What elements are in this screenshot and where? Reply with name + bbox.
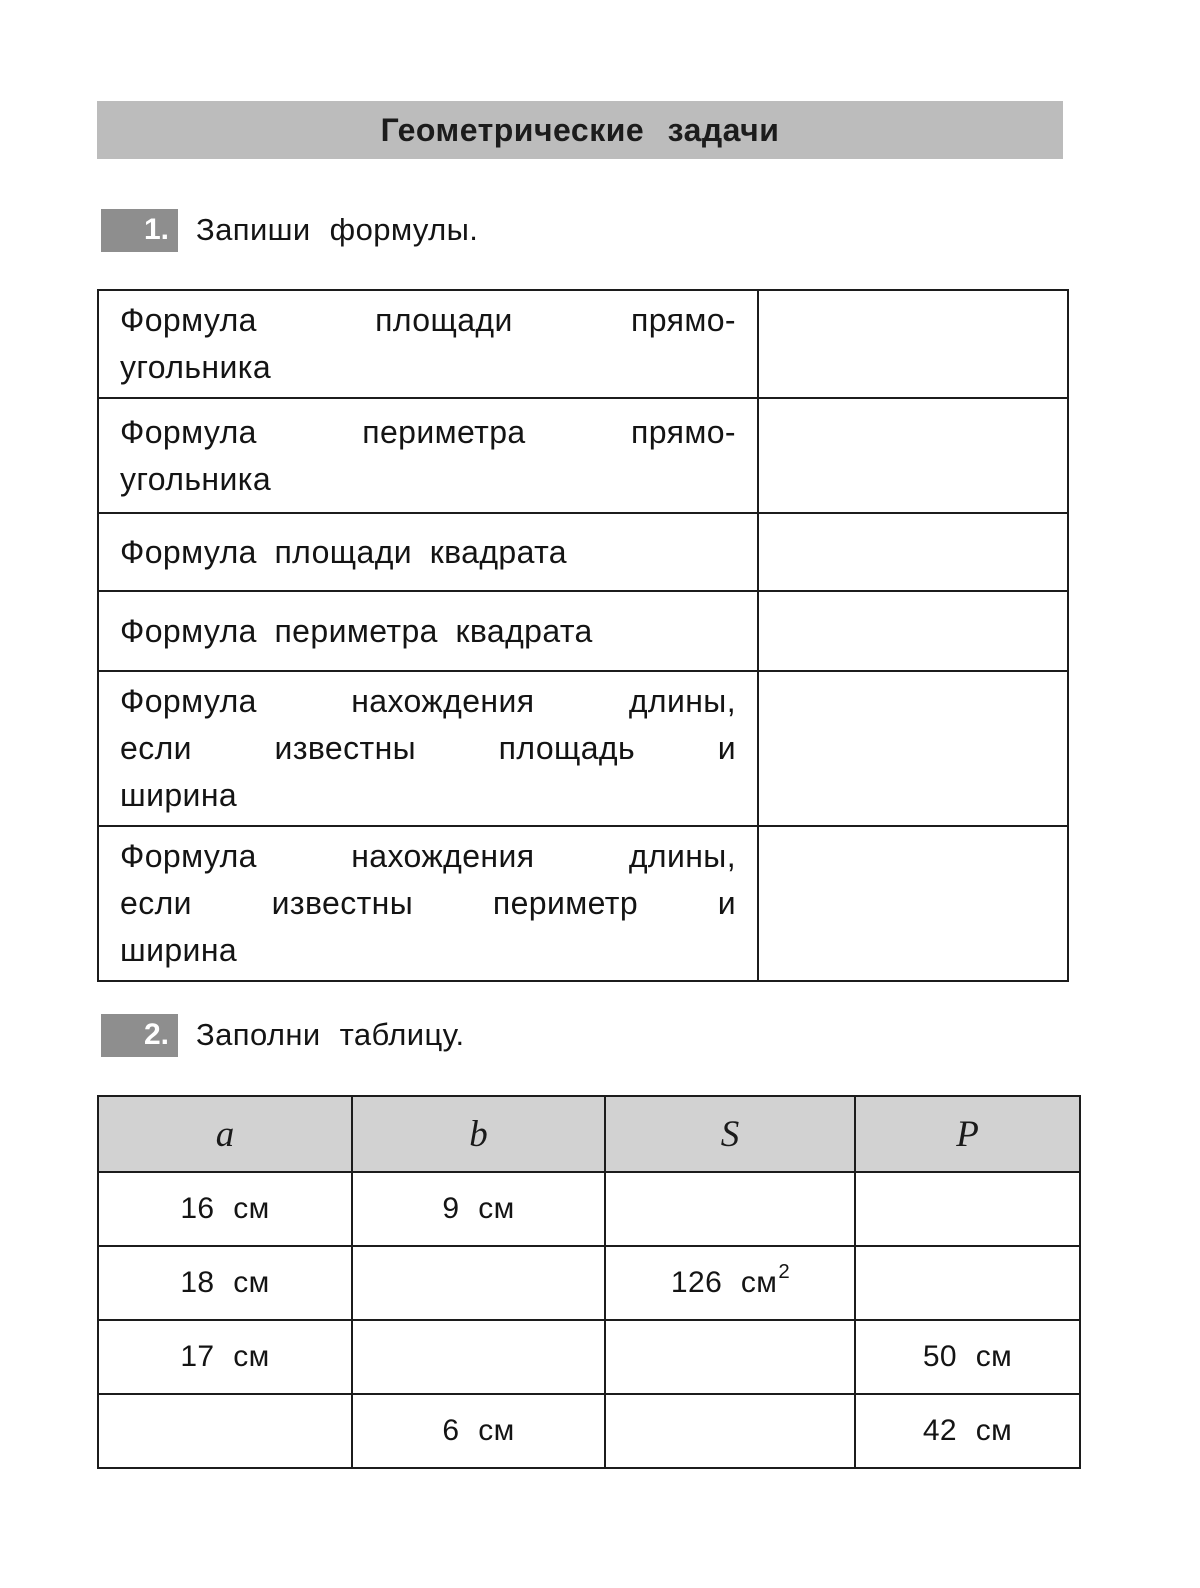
col-header-s: S	[605, 1096, 855, 1172]
cell-p: 50 см	[855, 1320, 1080, 1394]
cell-a: 16 см	[98, 1172, 352, 1246]
formula-description-text: Формула площади прямо- угольника	[120, 302, 736, 385]
answer-cell[interactable]	[758, 398, 1068, 513]
formula-description-cell	[98, 290, 758, 398]
cell-s[interactable]	[605, 1394, 855, 1468]
cell-s[interactable]	[605, 1320, 855, 1394]
formula-description-cell	[98, 671, 758, 826]
task-2-header	[97, 1011, 464, 1059]
formula-description-text: Формула нахождения длины, если известны периметр и ширина	[120, 838, 736, 968]
cell-s[interactable]	[605, 1172, 855, 1246]
values-table-row	[98, 1172, 1080, 1246]
col-header-a: a	[98, 1096, 352, 1172]
cell-p: 42 см	[855, 1394, 1080, 1468]
cell-b: 9 см	[352, 1172, 605, 1246]
cell-s	[605, 1246, 855, 1320]
answer-cell[interactable]	[758, 826, 1068, 981]
values-table-header-row	[98, 1096, 1080, 1172]
task-2-instruction: Заполни таблицу.	[196, 1017, 465, 1052]
formula-description-cell	[98, 398, 758, 513]
formulas-table-row	[98, 513, 1068, 591]
col-header-b: b	[352, 1096, 605, 1172]
col-header-p: P	[855, 1096, 1080, 1172]
answer-cell[interactable]	[758, 591, 1068, 671]
cell-b[interactable]	[352, 1320, 605, 1394]
formulas-table-row	[98, 398, 1068, 513]
task-2-number-badge: 2.	[101, 1014, 178, 1057]
cell-s-superscript: 2	[778, 1260, 791, 1283]
formulas-table-row	[98, 591, 1068, 671]
formula-description-text: Формула периметра прямо- угольника	[120, 413, 736, 497]
cell-b: 6 см	[352, 1394, 605, 1468]
values-table-row	[98, 1394, 1080, 1468]
formulas-table-row	[98, 290, 1068, 398]
formula-description-text: Формула периметра квадрата	[120, 612, 593, 649]
cell-p[interactable]	[855, 1246, 1080, 1320]
formulas-table-row	[98, 671, 1068, 826]
cell-p[interactable]	[855, 1172, 1080, 1246]
cell-a: 17 см	[98, 1320, 352, 1394]
formulas-table-row	[98, 826, 1068, 981]
formula-description-text: Формула нахождения длины, если известны площадь и ширина	[120, 683, 736, 813]
formula-description-text: Формула площади квадрата	[120, 533, 567, 570]
answer-cell[interactable]	[758, 290, 1068, 398]
formulas-table	[97, 289, 1069, 982]
section-title-bar	[97, 101, 1063, 159]
task-1-number-badge: 1.	[101, 209, 178, 252]
section-title: Геометрические задачи	[380, 111, 780, 148]
cell-s-value: 126 см	[670, 1266, 778, 1299]
cell-a[interactable]	[98, 1394, 352, 1468]
values-table-row	[98, 1320, 1080, 1394]
cell-a: 18 см	[98, 1246, 352, 1320]
cell-b[interactable]	[352, 1246, 605, 1320]
task-1-instruction: Запиши формулы.	[196, 212, 479, 247]
formula-description-cell	[98, 826, 758, 981]
values-table	[97, 1095, 1081, 1469]
values-table-row	[98, 1246, 1080, 1320]
formula-description-cell	[98, 591, 758, 671]
answer-cell[interactable]	[758, 513, 1068, 591]
formula-description-cell	[98, 513, 758, 591]
answer-cell[interactable]	[758, 671, 1068, 826]
task-1-header	[97, 206, 478, 254]
